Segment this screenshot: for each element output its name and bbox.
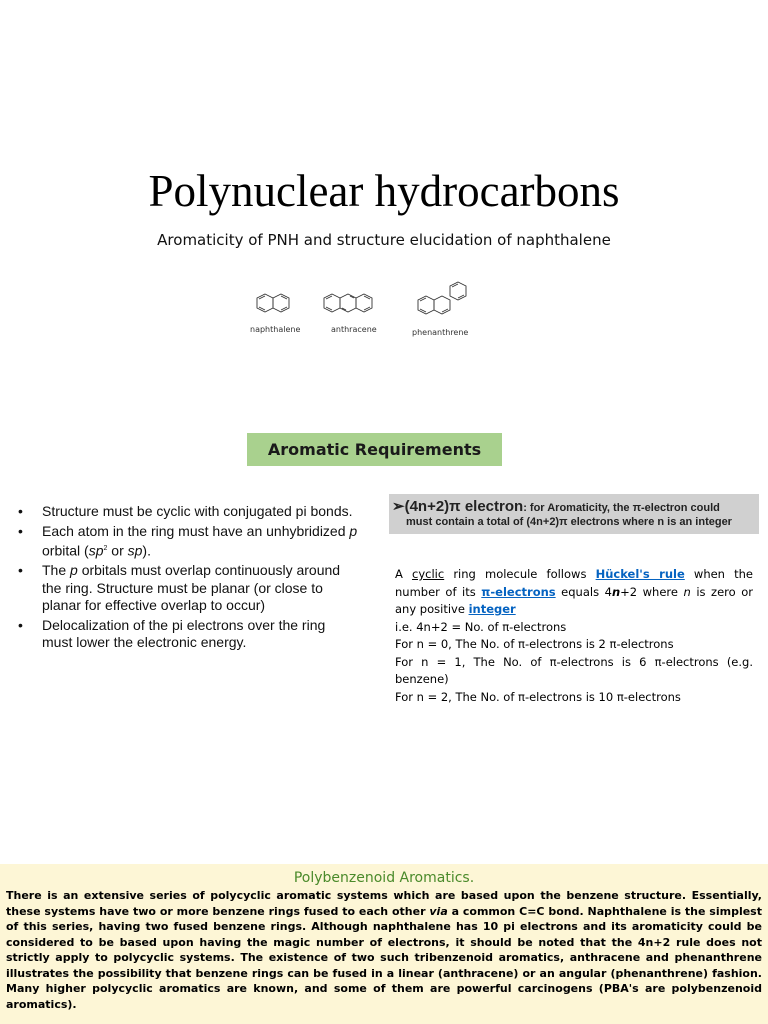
list-item: • The p orbitals must overlap continuously around the ring. Structure must be planar (or close to planar for effective overlap to occur) (18, 562, 358, 615)
arrow-icon: ➢ (392, 498, 405, 515)
anthracene-label: anthracene (331, 325, 377, 334)
integer-link[interactable]: integer (468, 602, 516, 616)
huckel-explanation: A cyclic ring molecule follows Hückel's rule when the number of its π-electrons equals 4n+2 where n is zero or any positive integer i.e. 4n+2 = No. of π-electrons For n = 0, The No. of π-electrons is 2 π-electrons For n = 1, The No. of π-electrons is 6 π-electrons (e.g. benzene) For n = 2, The No. of π-electrons is 10 π-electrons (395, 567, 753, 704)
polybenzenoid-title: Polybenzenoid Aromatics. (293, 870, 475, 886)
list-item: • Each atom in the ring must have an unhybridized p orbital ($sp^2$ or sp). (18, 523, 358, 561)
page-subtitle: Aromaticity of PNH and structure elucidation of naphthalene (157, 231, 611, 249)
aromatic-requirements-heading: Aromatic Requirements (247, 433, 502, 466)
phenanthrene-label: phenanthrene (412, 328, 469, 337)
list-item: • Delocalization of the pi electrons over the ring must lower the electronic energy. (18, 617, 358, 652)
anthracene-structure (324, 294, 372, 312)
list-item: • Structure must be cyclic with conjugated pi bonds. (18, 503, 358, 521)
huckel-rule-box: ➢(4n+2)π electron: for Aromaticity, the π-electron could must contain a total of (4n+2)π electrons where n is an integer (389, 494, 759, 534)
structures-svg (240, 278, 480, 348)
naphthalene-label: naphthalene (250, 325, 301, 334)
pi-electrons-link[interactable]: π-electrons (481, 584, 556, 599)
page-title: Polynuclear hydrocarbons (148, 166, 620, 216)
phenanthrene-structure (418, 282, 466, 314)
naphthalene-structure (257, 294, 289, 312)
huckel-rule-link[interactable]: Hückel's rule (595, 567, 685, 581)
structures-figure (240, 278, 480, 348)
requirements-list (18, 503, 358, 654)
huckel-rule-heading: (4n+2)π electron (404, 498, 524, 515)
polybenzenoid-section (0, 864, 768, 1024)
polybenzenoid-text: There is an extensive series of polycyclic aromatic systems which are based upon the benzene structure. Essentially, these systems have two or more benzene rings fused to each other via a common C=C bond. Naphthalene is the simplest of this series, having two fused benzene rings. Although naphthalene has 10 pi electrons and its aromaticity could be considered to be based upon having the magic number of electrons, it should be noted that the 4n+2 rule does not strictly apply to polycyclic systems. The existence of two such tribenzenoid aromatics, anthracene and phenanthrene illustrates the possibility that benzene rings can be fused in a linear (anthracene) or an angular (phenanthrene) fashion. Many higher polycyclic aromatics are known, and some of them are powerful carcinogens (PBA's are polybenzenoid aromatics). (6, 889, 762, 1011)
